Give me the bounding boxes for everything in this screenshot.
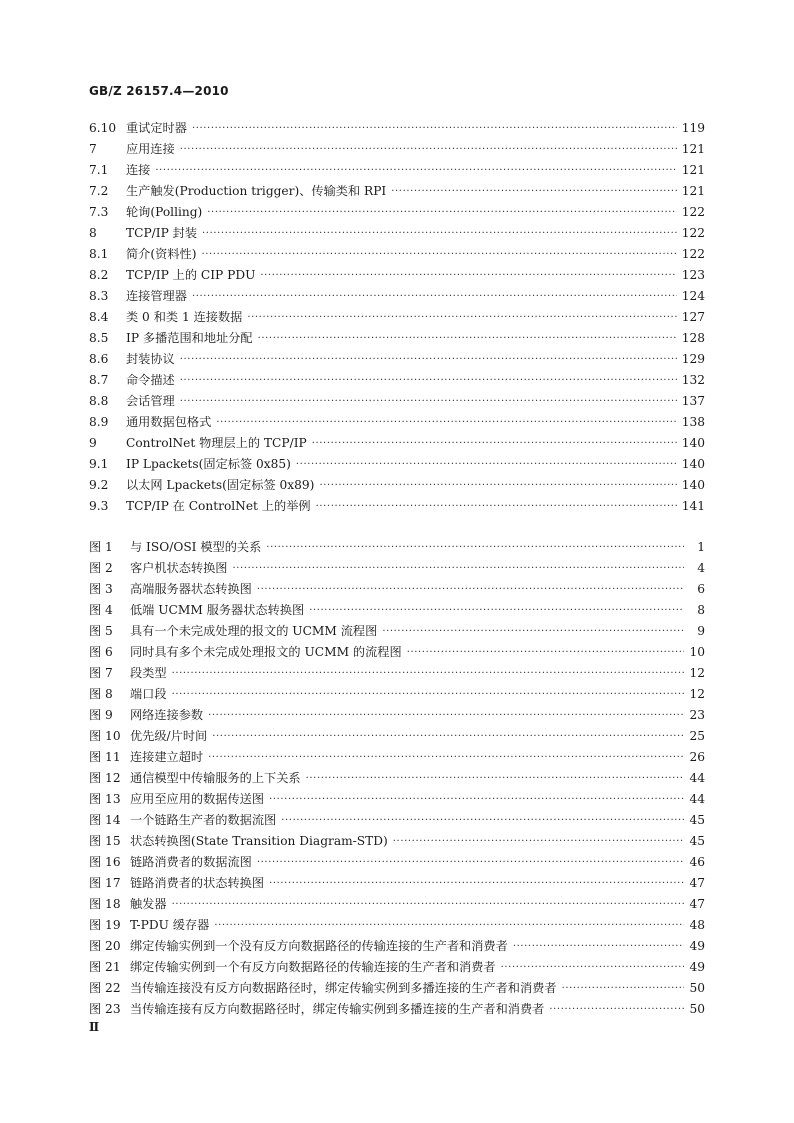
- dot-leader: [309, 600, 684, 621]
- entry-page-number: 127: [681, 310, 705, 324]
- toc-figure-entry[interactable]: [89, 936, 705, 957]
- toc-section-entry[interactable]: [89, 349, 705, 370]
- standard-code: GB/Z 26157.4—2010: [89, 84, 229, 98]
- dot-leader: [296, 454, 677, 475]
- entry-page-number: 140: [681, 478, 705, 492]
- entry-number: 8.6: [89, 352, 109, 366]
- entry-number: 图 5: [89, 624, 113, 638]
- entry-page-number: 122: [681, 247, 705, 261]
- dot-leader: [257, 579, 684, 600]
- entry-page-number: 121: [681, 184, 705, 198]
- dot-leader: [382, 621, 684, 642]
- entry-title: 链路消费者的状态转换图: [130, 876, 265, 890]
- toc-figure-entry[interactable]: [89, 873, 705, 894]
- entry-number: 图 18: [89, 897, 121, 911]
- entry-page-number: 123: [681, 268, 705, 282]
- entry-number: 8.7: [89, 373, 109, 387]
- entry-title: 应用至应用的数据传送图: [130, 792, 265, 806]
- toc-figures: [89, 537, 705, 1020]
- entry-title: 客户机状态转换图: [130, 561, 228, 575]
- entry-page-number: 121: [681, 142, 705, 156]
- entry-page-number: 46: [689, 855, 705, 869]
- entry-number: 7: [89, 142, 97, 156]
- entry-number: 图 17: [89, 876, 121, 890]
- entry-title: ControlNet 物理层上的 TCP/IP: [126, 436, 307, 450]
- entry-title: 网络连接参数: [130, 708, 204, 722]
- toc-section-entry[interactable]: [89, 244, 705, 265]
- entry-page-number: 138: [681, 415, 705, 429]
- toc-figure-entry[interactable]: [89, 558, 705, 579]
- entry-number: 8: [89, 226, 97, 240]
- entry-title: 端口段: [130, 687, 167, 701]
- entry-title: 命令描述: [126, 373, 175, 387]
- entry-page-number: 50: [689, 981, 705, 995]
- entry-number: 图 1: [89, 540, 113, 554]
- toc-section-entry[interactable]: [89, 202, 705, 223]
- entry-title: 低端 UCMM 服务器状态转换图: [130, 603, 305, 617]
- entry-number: 6.10: [89, 121, 117, 135]
- toc-figure-entry[interactable]: [89, 663, 705, 684]
- toc-section-entry[interactable]: [89, 181, 705, 202]
- entry-title: TCP/IP 在 ControlNet 上的举例: [126, 499, 311, 513]
- entry-number: 图 2: [89, 561, 113, 575]
- entry-number: 9: [89, 436, 97, 450]
- toc-section-entry[interactable]: [89, 433, 705, 454]
- entry-page-number: 49: [689, 939, 705, 953]
- entry-page-number: 44: [689, 771, 705, 785]
- toc-figure-entry[interactable]: [89, 789, 705, 810]
- dot-leader: [172, 663, 684, 684]
- entry-title: 与 ISO/OSI 模型的关系: [130, 540, 262, 554]
- entry-title: TCP/IP 上的 CIP PDU: [126, 268, 256, 282]
- toc-figure-entry[interactable]: [89, 831, 705, 852]
- entry-title: 轮询(Polling): [126, 205, 203, 219]
- entry-title: 封装协议: [126, 352, 175, 366]
- entry-page-number: 45: [689, 834, 705, 848]
- entry-number: 图 23: [89, 1002, 121, 1016]
- toc-figure-entry[interactable]: [89, 957, 705, 978]
- entry-title: 链路消费者的数据流图: [130, 855, 252, 869]
- entry-number: 图 12: [89, 771, 121, 785]
- dot-leader: [306, 768, 684, 789]
- toc-figure-entry[interactable]: [89, 747, 705, 768]
- entry-title: 状态转换图(State Transition Diagram-STD): [130, 834, 388, 848]
- toc-section-entry[interactable]: [89, 328, 705, 349]
- dot-leader: [180, 391, 677, 412]
- entry-page-number: 49: [689, 960, 705, 974]
- dot-leader: [233, 558, 685, 579]
- entry-number: 9.3: [89, 499, 109, 513]
- entry-number: 图 3: [89, 582, 113, 596]
- dot-leader: [180, 370, 677, 391]
- dot-leader: [202, 223, 677, 244]
- toc-section-entry[interactable]: [89, 265, 705, 286]
- entry-number: 8.5: [89, 331, 109, 345]
- entry-page-number: 122: [681, 205, 705, 219]
- entry-title: 段类型: [130, 666, 167, 680]
- toc-figure-entry[interactable]: [89, 768, 705, 789]
- dot-leader: [258, 328, 677, 349]
- entry-page-number: 44: [689, 792, 705, 806]
- entry-page-number: 48: [689, 918, 705, 932]
- entry-page-number: 10: [689, 645, 705, 659]
- entry-number: 图 22: [89, 981, 121, 995]
- toc-section-entry[interactable]: [89, 139, 705, 160]
- entry-number: 8.9: [89, 415, 109, 429]
- entry-title: 一个链路生产者的数据流图: [130, 813, 277, 827]
- entry-number: 9.2: [89, 478, 109, 492]
- entry-number: 图 13: [89, 792, 121, 806]
- entry-number: 8.3: [89, 289, 109, 303]
- dot-leader: [312, 433, 677, 454]
- entry-number: 8.8: [89, 394, 109, 408]
- dot-leader: [247, 307, 676, 328]
- entry-page-number: 122: [681, 226, 705, 240]
- toc-figure-entry[interactable]: [89, 726, 705, 747]
- toc-section-entry[interactable]: [89, 118, 705, 139]
- entry-title: 绑定传输实例到一个有反方向数据路径的传输连接的生产者和消费者: [130, 960, 496, 974]
- toc-section-entry[interactable]: [89, 412, 705, 433]
- entry-title: T-PDU 缓存器: [130, 918, 210, 932]
- toc-figure-entry[interactable]: [89, 810, 705, 831]
- toc-figure-entry[interactable]: [89, 684, 705, 705]
- dot-leader: [319, 475, 676, 496]
- entry-page-number: 47: [689, 897, 705, 911]
- toc-figure-entry[interactable]: [89, 705, 705, 726]
- toc-section-entry[interactable]: [89, 370, 705, 391]
- entry-number: 图 9: [89, 708, 113, 722]
- toc-figure-entry[interactable]: [89, 999, 705, 1020]
- entry-title: 同时具有多个未完成处理报文的 UCMM 的流程图: [130, 645, 402, 659]
- entry-title: 以太网 Lpackets(固定标签 0x89): [126, 478, 315, 492]
- entry-number: 7.2: [89, 184, 109, 198]
- entry-page-number: 12: [689, 687, 705, 701]
- entry-number: 图 19: [89, 918, 121, 932]
- entry-number: 图 8: [89, 687, 113, 701]
- entry-page-number: 140: [681, 436, 705, 450]
- entry-title: IP Lpackets(固定标签 0x85): [126, 457, 291, 471]
- entry-page-number: 47: [689, 876, 705, 890]
- entry-title: 当传输连接没有反方向数据路径时，绑定传输实例到多播连接的生产者和消费者: [130, 981, 557, 995]
- entry-page-number: 140: [681, 457, 705, 471]
- toc-figure-entry[interactable]: [89, 642, 705, 663]
- dot-leader: [180, 139, 677, 160]
- toc-section-entry[interactable]: [89, 307, 705, 328]
- toc-section-entry[interactable]: [89, 286, 705, 307]
- entry-number: 图 6: [89, 645, 113, 659]
- dot-leader: [260, 265, 676, 286]
- entry-title: 当传输连接有反方向数据路径时，绑定传输实例到多播连接的生产者和消费者: [130, 1002, 545, 1016]
- toc-section-entry[interactable]: [89, 160, 705, 181]
- entry-number: 8.1: [89, 247, 109, 261]
- dot-leader: [269, 873, 684, 894]
- entry-page-number: 8: [697, 603, 705, 617]
- entry-title: 具有一个未完成处理的报文的 UCMM 流程图: [130, 624, 378, 638]
- entry-title: 优先级/片时间: [130, 729, 208, 743]
- toc-figure-entry[interactable]: [89, 852, 705, 873]
- entry-number: 7.1: [89, 163, 109, 177]
- dot-leader: [513, 936, 684, 957]
- entry-page-number: 128: [681, 331, 705, 345]
- dot-leader: [172, 894, 684, 915]
- toc-figure-entry[interactable]: [89, 600, 705, 621]
- entry-title: 简介(资料性): [126, 247, 197, 261]
- entry-number: 图 4: [89, 603, 113, 617]
- entry-page-number: 4: [697, 561, 705, 575]
- dot-leader: [180, 349, 677, 370]
- entry-page-number: 9: [697, 624, 705, 638]
- entry-page-number: 124: [681, 289, 705, 303]
- dot-leader: [192, 118, 677, 139]
- entry-number: 图 15: [89, 834, 121, 848]
- entry-title: TCP/IP 封装: [126, 226, 198, 240]
- dot-leader: [269, 789, 684, 810]
- dot-leader: [501, 957, 684, 978]
- entry-page-number: 23: [689, 708, 705, 722]
- dot-leader: [266, 537, 684, 558]
- entry-title: 连接建立超时: [130, 750, 204, 764]
- entry-page-number: 25: [689, 729, 705, 743]
- page-folio: Ⅱ: [89, 1020, 100, 1034]
- entry-number: 图 7: [89, 666, 113, 680]
- dot-leader: [201, 244, 676, 265]
- dot-leader: [212, 726, 684, 747]
- toc-section-entry[interactable]: [89, 391, 705, 412]
- toc-figure-entry[interactable]: [89, 894, 705, 915]
- entry-number: 8.4: [89, 310, 109, 324]
- dot-leader: [208, 705, 684, 726]
- toc-section-entry[interactable]: [89, 454, 705, 475]
- entry-title: 绑定传输实例到一个没有反方向数据路径的传输连接的生产者和消费者: [130, 939, 508, 953]
- entry-title: 触发器: [130, 897, 167, 911]
- dot-leader: [393, 831, 684, 852]
- entry-page-number: 121: [681, 163, 705, 177]
- toc-figure-entry[interactable]: [89, 978, 705, 999]
- entry-page-number: 6: [697, 582, 705, 596]
- entry-page-number: 141: [681, 499, 705, 513]
- dot-leader: [316, 496, 677, 517]
- toc-section-entry[interactable]: [89, 223, 705, 244]
- toc-figure-entry[interactable]: [89, 537, 705, 558]
- entry-number: 图 21: [89, 960, 121, 974]
- entry-page-number: 129: [681, 352, 705, 366]
- toc-figure-entry[interactable]: [89, 915, 705, 936]
- dot-leader: [216, 412, 676, 433]
- entry-title: 会话管理: [126, 394, 175, 408]
- dot-leader: [172, 684, 684, 705]
- dot-leader: [192, 286, 677, 307]
- toc-figure-entry[interactable]: [89, 621, 705, 642]
- toc-section-entry[interactable]: [89, 475, 705, 496]
- entry-number: 图 20: [89, 939, 121, 953]
- entry-title: 生产触发(Production trigger)、传输类和 RPI: [126, 184, 387, 198]
- dot-leader: [562, 978, 684, 999]
- entry-number: 图 16: [89, 855, 121, 869]
- dot-leader: [407, 642, 684, 663]
- entry-title: IP 多播范围和地址分配: [126, 331, 253, 345]
- dot-leader: [257, 852, 684, 873]
- entry-number: 9.1: [89, 457, 109, 471]
- entry-number: 7.3: [89, 205, 109, 219]
- entry-page-number: 119: [681, 121, 705, 135]
- entry-page-number: 12: [689, 666, 705, 680]
- entry-number: 图 10: [89, 729, 121, 743]
- toc-figure-entry[interactable]: [89, 579, 705, 600]
- dot-leader: [549, 999, 684, 1020]
- dot-leader: [214, 915, 684, 936]
- entry-title: 应用连接: [126, 142, 175, 156]
- entry-page-number: 137: [681, 394, 705, 408]
- dot-leader: [208, 747, 684, 768]
- entry-number: 8.2: [89, 268, 109, 282]
- entry-title: 连接: [126, 163, 151, 177]
- dot-leader: [391, 181, 677, 202]
- entry-number: 图 14: [89, 813, 121, 827]
- entry-title: 高端服务器状态转换图: [130, 582, 252, 596]
- entry-title: 通用数据包格式: [126, 415, 212, 429]
- entry-title: 连接管理器: [126, 289, 187, 303]
- entry-page-number: 50: [689, 1002, 705, 1016]
- toc-sections: [89, 118, 705, 517]
- entry-title: 重试定时器: [126, 121, 187, 135]
- entry-title: 类 0 和类 1 连接数据: [126, 310, 243, 324]
- entry-page-number: 132: [681, 373, 705, 387]
- entry-number: 图 11: [89, 750, 121, 764]
- dot-leader: [155, 160, 676, 181]
- toc-section-entry[interactable]: [89, 496, 705, 517]
- entry-title: 通信模型中传输服务的上下关系: [130, 771, 301, 785]
- dot-leader: [207, 202, 676, 223]
- entry-page-number: 45: [689, 813, 705, 827]
- entry-page-number: 26: [689, 750, 705, 764]
- entry-page-number: 1: [697, 540, 705, 554]
- dot-leader: [281, 810, 684, 831]
